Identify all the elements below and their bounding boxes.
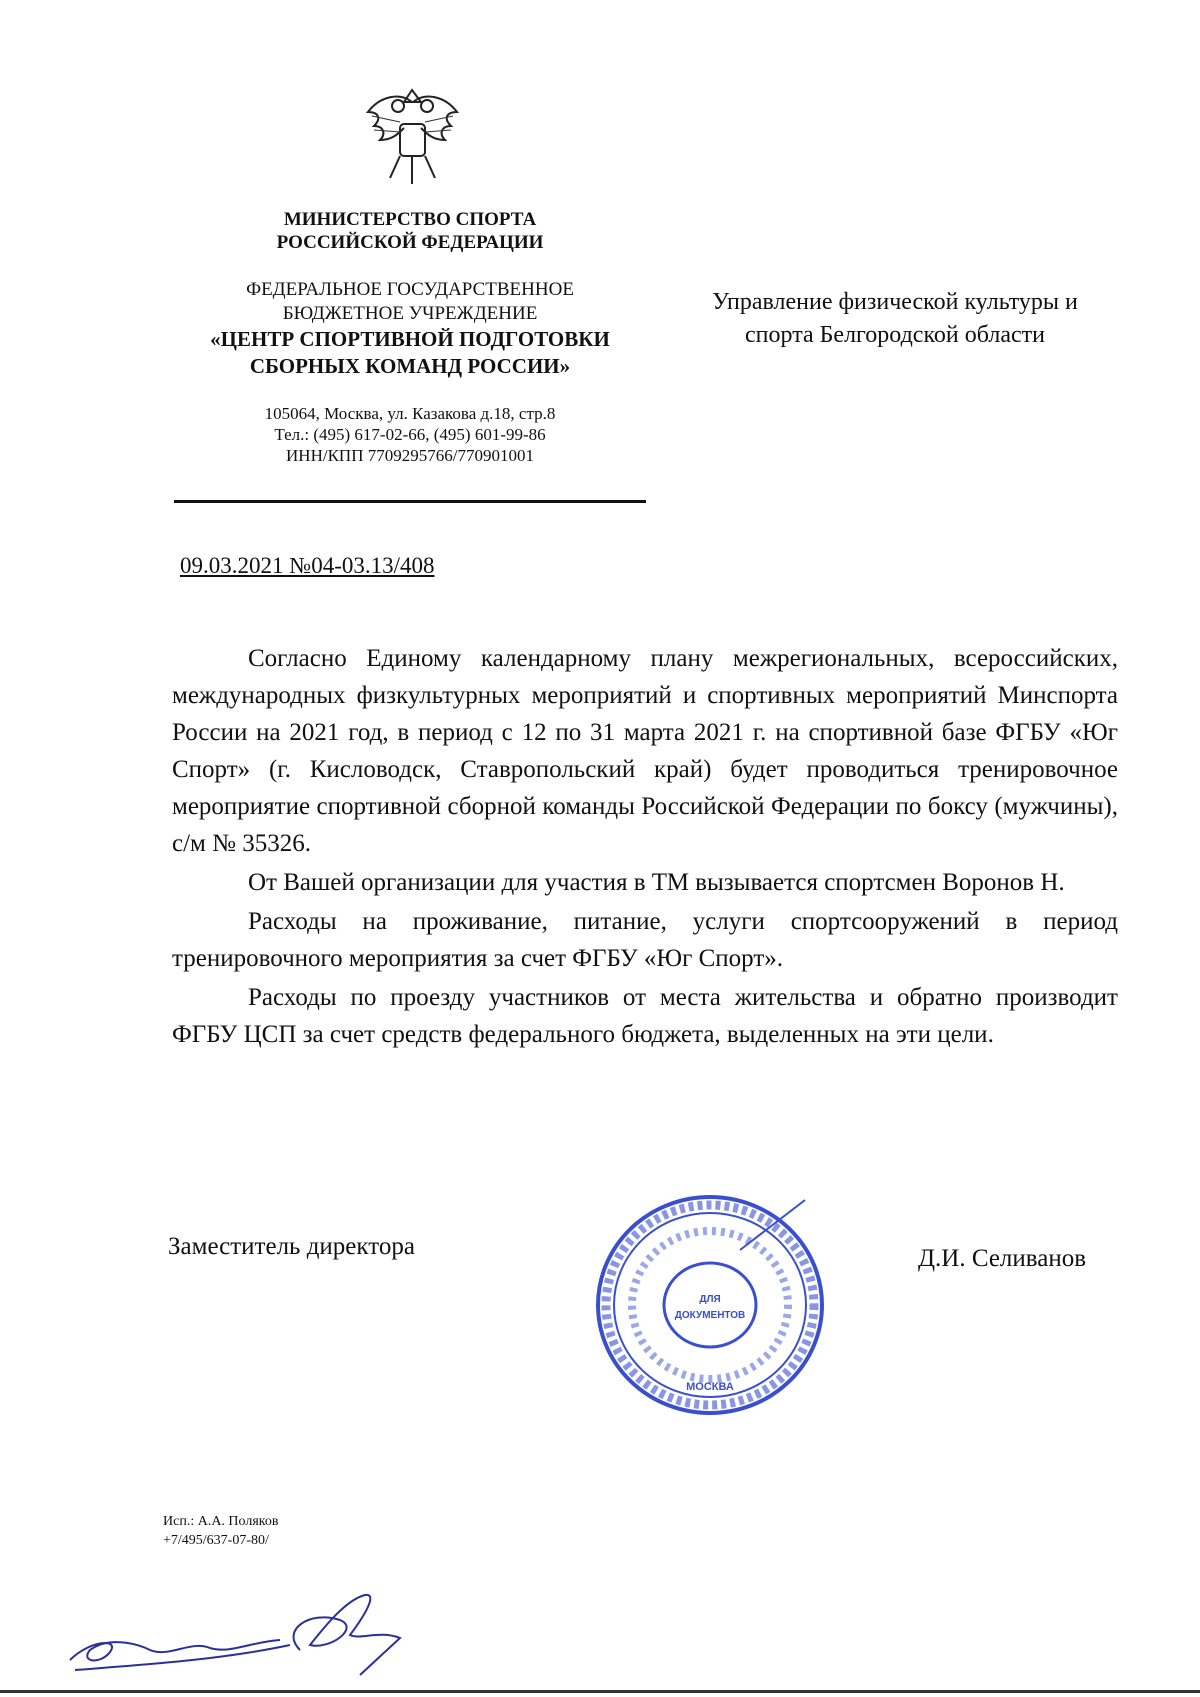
body-paragraph: Расходы по проезду участников от места жительства и обратно производит ФГБУ ЦСП за счет средств федерального бюджета, выделенных на эти цели. — [172, 984, 1118, 1048]
svg-text:ДОКУМЕНТОВ: ДОКУМЕНТОВ — [674, 1310, 746, 1321]
coat-of-arms-emblem — [360, 82, 465, 192]
signatory-name: Д.И. Селиванов — [918, 1245, 1087, 1272]
body-paragraph: От Вашей организации для участия в ТМ вызывается спортсмен Воронов Н. — [248, 869, 1065, 896]
ministry-line: МИНИСТЕРСТВО СПОРТА — [283, 209, 537, 230]
signatory-position: Заместитель директора — [168, 1233, 415, 1260]
org-type-line: БЮДЖЕТНОЕ УЧРЕЖДЕНИЕ — [282, 303, 538, 324]
org-name-line: «ЦЕНТР СПОРТИВНОЙ ПОДГОТОВКИ — [210, 327, 610, 351]
recipient — [670, 286, 1120, 352]
body-paragraph: Расходы на проживание, питание, услуги спортсооружений в период тренировочного мероприятия за счет ФГБУ «Юг Спорт». — [172, 908, 1118, 972]
org-name-line: СБОРНЫХ КОМАНД РОССИИ» — [249, 354, 571, 378]
ministry-name — [170, 208, 650, 254]
org-inn: ИНН/КПП 7709295766/770901001 — [286, 446, 534, 465]
executor-info — [163, 1512, 278, 1550]
recipient-line: Управление физической культуры и — [712, 289, 1078, 315]
svg-text:МОСКВА: МОСКВА — [686, 1381, 734, 1393]
ministry-line: РОССИЙСКОЙ ФЕДЕРАЦИИ — [276, 232, 544, 253]
letter-body — [172, 640, 1118, 1055]
org-contacts — [170, 403, 650, 466]
org-phone: Тел.: (495) 617-02-66, (495) 601-99-86 — [274, 425, 546, 444]
recipient-line: спорта Белгородской области — [745, 322, 1045, 348]
executor-name: Исп.: А.А. Поляков — [163, 1514, 279, 1529]
official-stamp — [590, 1190, 830, 1420]
executor-phone: +7/495/637-07-80/ — [163, 1533, 269, 1548]
header-divider — [174, 500, 646, 503]
handwritten-signature — [60, 1590, 420, 1690]
org-address: 105064, Москва, ул. Казакова д.18, стр.8 — [264, 404, 556, 423]
body-paragraph: Согласно Единому календарному плану межрегиональных, всероссийских, международных физкультурных мероприятий и спортивных мероприятий Минспорта России на 2021 год, в период с 12 по 31 марта 2021 г. на спортивной базе ФГБУ «Юг Спорт» (г. Кисловодск, Ставропольский край) будет проводиться тренировочное мероприятие спортивной сборной команды Российской Федерации по боксу (мужчины), с/м № 35326. — [172, 645, 1118, 857]
org-type-line: ФЕДЕРАЛЬНОЕ ГОСУДАРСТВЕННОЕ — [246, 279, 574, 300]
page-bottom-edge — [0, 1690, 1200, 1693]
svg-text:ДЛЯ: ДЛЯ — [699, 1294, 721, 1305]
organization-name — [170, 278, 650, 380]
date-and-number: 09.03.2021 №04-03.13/408 — [180, 553, 435, 578]
